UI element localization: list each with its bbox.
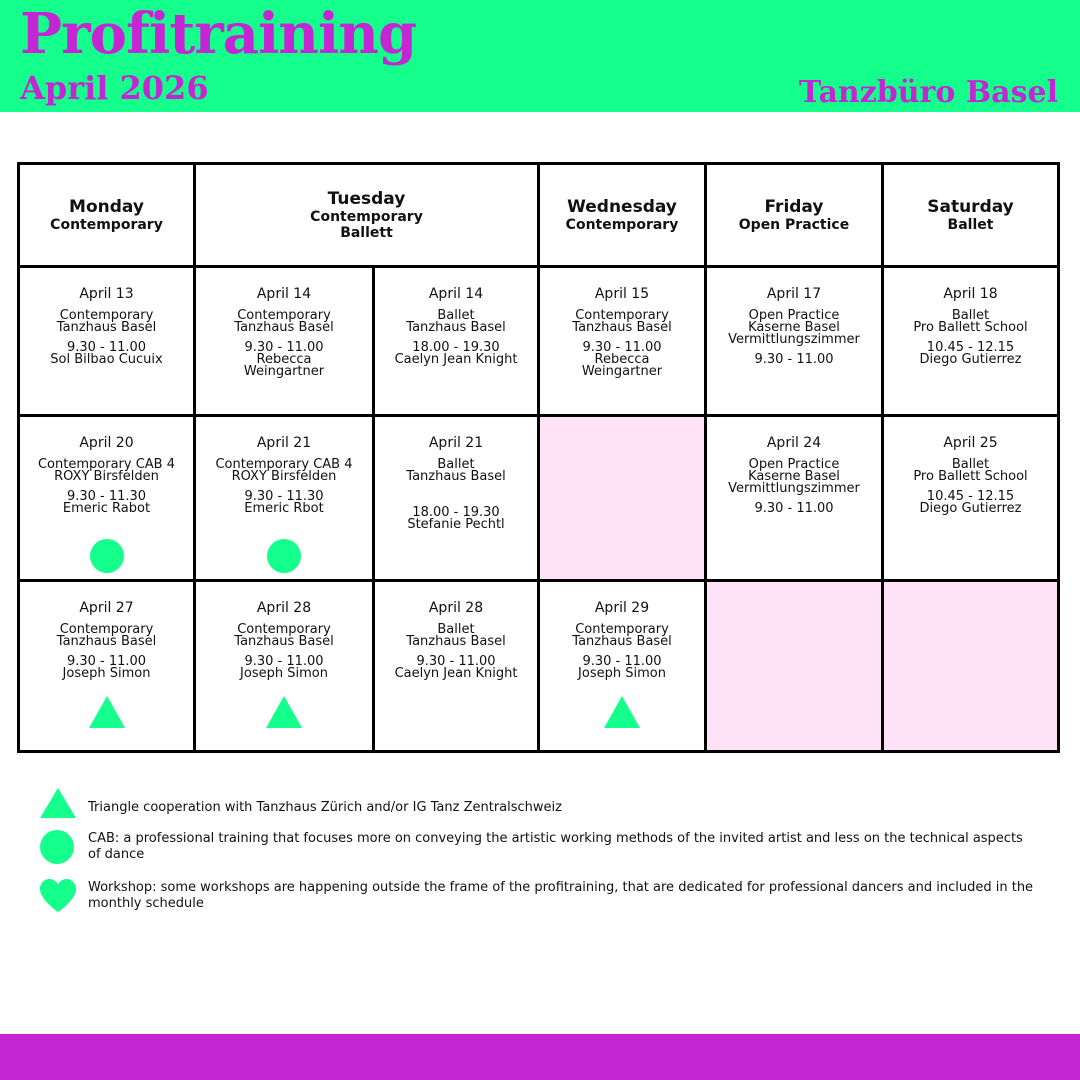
event-venue: Tanzhaus Basel — [234, 634, 334, 649]
event-class: Contemporary — [575, 622, 669, 637]
event-class: Contemporary CAB 4 — [37, 457, 175, 472]
event-teacher-line2: Weingartner — [243, 364, 325, 379]
organization-name: Tanzbüro Basel — [799, 75, 1058, 110]
day-header-saturday — [881, 162, 1060, 268]
event-cell — [704, 414, 884, 582]
event-date: April 27 — [79, 600, 134, 616]
legend-text: Triangle cooperation with Tanzhaus Zürich and/or IG Tanz Zentralschweiz — [88, 800, 562, 815]
cooperation-triangle-icon — [266, 696, 302, 728]
event-time: 9.30 - 11.30 — [66, 489, 147, 504]
event-class: Ballet — [437, 457, 475, 472]
header-banner — [0, 0, 1080, 112]
event-date: April 21 — [256, 435, 312, 451]
page-subtitle: April 2026 — [20, 69, 209, 107]
event-cell — [17, 414, 196, 582]
empty-cell — [881, 579, 1060, 753]
event-class: Ballet — [437, 308, 475, 323]
event-venue: Tanzhaus Basel — [56, 320, 157, 335]
event-room: Vermittlungszimmer — [728, 481, 860, 496]
event-class: Ballet — [951, 308, 990, 323]
legend-text: Workshop: some workshops are happening outside the frame of the profitraining, that are dedicated for professional dancers and included in the monthly schedule — [88, 880, 1034, 911]
empty-cell — [704, 579, 884, 753]
event-time: 9.30 - 11.00 — [66, 654, 147, 669]
cooperation-triangle-icon — [89, 696, 125, 728]
day-name: Saturday — [927, 197, 1014, 217]
event-date: April 21 — [428, 435, 484, 451]
event-venue: Tanzhaus Basel — [572, 634, 672, 649]
event-time: 9.30 - 11.00 — [244, 340, 324, 355]
cooperation-triangle-icon — [604, 696, 640, 728]
event-teacher: Joseph Simon — [240, 666, 328, 681]
event-time: 9.30 - 11.00 — [582, 340, 662, 355]
event-teacher: Rebecca — [594, 352, 650, 367]
event-class: Contemporary — [59, 308, 154, 323]
circle-icon — [40, 830, 74, 864]
event-class: Open Practice — [748, 308, 840, 323]
event-cell — [537, 265, 707, 417]
event-cell — [193, 579, 375, 753]
event-cell — [881, 414, 1060, 582]
day-header-tuesday — [193, 162, 540, 268]
event-time: 9.30 - 11.00 — [416, 654, 496, 669]
event-time: 9.30 - 11.00 — [582, 654, 662, 669]
event-teacher: Diego Gutierrez — [919, 352, 1022, 367]
event-date: April 18 — [943, 286, 998, 302]
event-class: Ballet — [437, 622, 475, 637]
event-venue: Tanzhaus Basel — [234, 320, 334, 335]
event-teacher: Emeric Rbot — [244, 501, 324, 516]
day-header-friday — [704, 162, 884, 268]
event-time: 18.00 - 19.30 — [412, 505, 500, 520]
event-venue: Kaserne Basel — [748, 469, 840, 484]
event-teacher: Caelyn Jean Knight — [394, 352, 518, 367]
event-teacher-line2: Weingartner — [581, 364, 663, 379]
event-cell — [193, 414, 375, 582]
event-time: 18.00 - 19.30 — [412, 340, 500, 355]
cab-circle-icon — [90, 539, 124, 573]
event-venue: Tanzhaus Basel — [406, 469, 506, 484]
event-time: 9.30 - 11.00 — [754, 501, 834, 516]
event-date: April 28 — [428, 600, 484, 616]
event-cell — [881, 265, 1060, 417]
event-teacher: Sol Bilbao Cucuix — [50, 352, 163, 367]
day-name: Wednesday — [567, 197, 677, 217]
day-type: Contemporary — [50, 217, 163, 233]
cab-circle-icon — [267, 539, 301, 573]
legend-row-triangle — [38, 786, 1038, 822]
event-room: Vermittlungszimmer — [728, 332, 860, 347]
event-teacher: Joseph Simon — [578, 666, 666, 681]
event-venue: Tanzhaus Basel — [406, 320, 506, 335]
event-date: April 20 — [79, 435, 134, 451]
event-time: 9.30 - 11.00 — [66, 340, 147, 355]
event-date: April 14 — [256, 286, 312, 302]
event-teacher: Diego Gutierrez — [919, 501, 1022, 516]
day-type: Contemporary — [310, 209, 423, 225]
event-venue: Tanzhaus Basel — [572, 320, 672, 335]
day-type: Open Practice — [738, 217, 850, 233]
event-time: 10.45 - 12.15 — [926, 489, 1015, 504]
event-cell — [193, 265, 375, 417]
footer-bar — [0, 1034, 1080, 1080]
event-venue: Tanzhaus Basel — [406, 634, 506, 649]
event-teacher: Rebecca — [256, 352, 312, 367]
event-class: Contemporary — [575, 308, 669, 323]
page-title: Profitraining — [20, 1, 417, 67]
legend-text: CAB: a professional training that focuses more on conveying the artistic working methods of the invited artist and less on the technical aspects of dance — [88, 831, 1023, 862]
event-venue: Tanzhaus Basel — [56, 634, 157, 649]
event-cell — [17, 579, 196, 753]
event-cell — [372, 265, 540, 417]
day-header-wednesday — [537, 162, 707, 268]
event-venue: Pro Ballett School — [913, 320, 1028, 335]
event-teacher: Caelyn Jean Knight — [394, 666, 518, 681]
event-time: 9.30 - 11.00 — [754, 352, 834, 367]
event-date: April 15 — [594, 286, 650, 302]
event-venue: Pro Ballett School — [913, 469, 1028, 484]
event-teacher: Joseph Simon — [62, 666, 151, 681]
event-date: April 25 — [943, 435, 998, 451]
event-time: 9.30 - 11.00 — [244, 654, 324, 669]
event-time: 10.45 - 12.15 — [926, 340, 1015, 355]
event-teacher: Emeric Rabot — [62, 501, 151, 516]
day-type-secondary: Ballett — [340, 225, 393, 241]
event-cell — [372, 579, 540, 753]
event-class: Contemporary CAB 4 — [215, 457, 353, 472]
event-date: April 24 — [766, 435, 822, 451]
day-header-monday — [17, 162, 196, 268]
event-cell — [537, 579, 707, 753]
event-date: April 29 — [594, 600, 650, 616]
day-type: Contemporary — [565, 217, 679, 233]
triangle-icon — [40, 788, 76, 818]
event-class: Contemporary — [59, 622, 154, 637]
event-class: Ballet — [951, 457, 990, 472]
event-venue: ROXY Birsfelden — [231, 469, 337, 484]
event-teacher: Stefanie Pechtl — [407, 517, 505, 532]
day-name: Friday — [764, 197, 824, 217]
event-class: Contemporary — [237, 308, 331, 323]
event-cell — [17, 265, 196, 417]
event-time: 9.30 - 11.30 — [244, 489, 324, 504]
event-venue: Kaserne Basel — [748, 320, 840, 335]
legend-row-circle — [38, 830, 1038, 866]
heart-icon — [38, 878, 78, 914]
empty-cell — [537, 414, 707, 582]
event-class: Contemporary — [237, 622, 331, 637]
event-cell — [372, 414, 540, 582]
event-date: April 14 — [428, 286, 484, 302]
legend-row-heart — [38, 878, 1038, 914]
event-cell — [704, 265, 884, 417]
event-date: April 13 — [79, 286, 134, 302]
schedule-grid — [17, 162, 1060, 753]
event-date: April 17 — [766, 286, 822, 302]
event-date: April 28 — [256, 600, 312, 616]
event-class: Open Practice — [748, 457, 840, 472]
day-name: Monday — [69, 197, 144, 217]
event-venue: ROXY Birsfelden — [54, 469, 159, 484]
day-name: Tuesday — [327, 189, 406, 209]
day-type: Ballet — [947, 217, 994, 233]
